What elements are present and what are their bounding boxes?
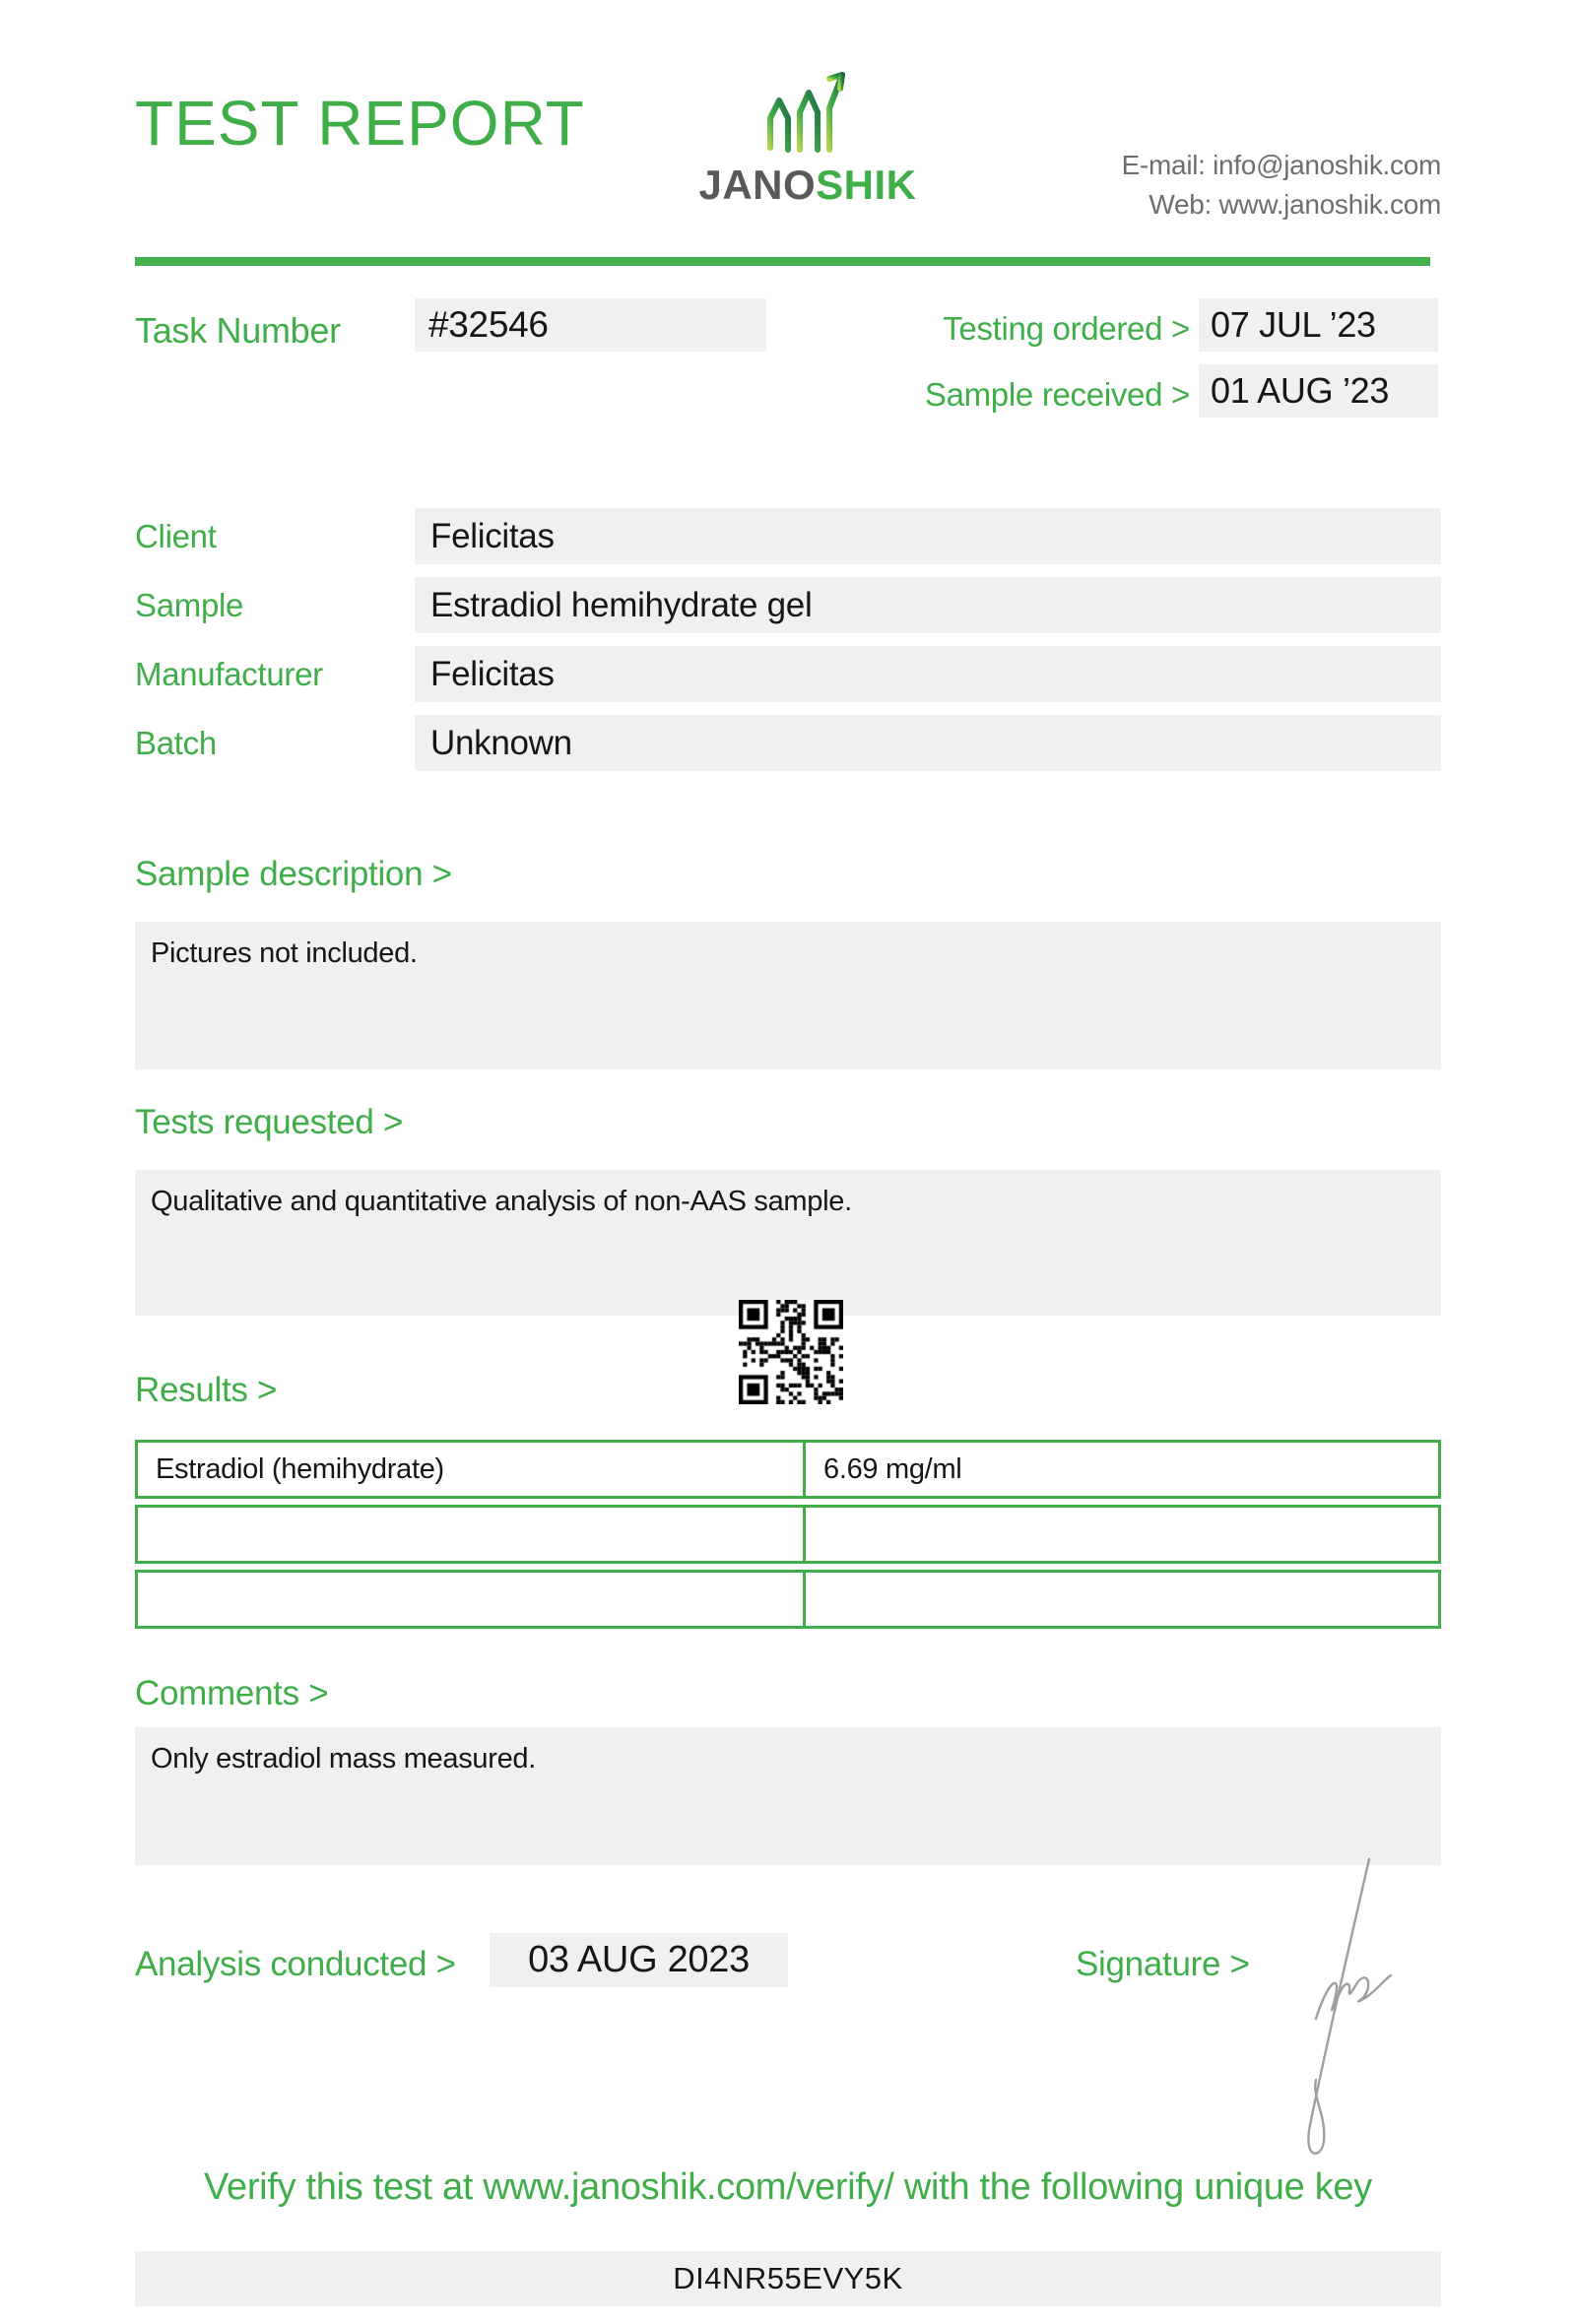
janoshik-logo	[690, 61, 926, 209]
chart-arrow-icon	[749, 61, 867, 160]
results-table	[135, 1440, 1441, 1635]
signature-image	[1271, 1851, 1468, 2176]
sample-description-box	[135, 922, 1441, 1069]
qr-code	[739, 1300, 843, 1404]
logo-wordmark	[690, 161, 926, 209]
info-row-batch	[135, 715, 1441, 771]
sample-value: Estradiol hemihydrate gel	[415, 577, 1441, 633]
result-value: 6.69 mg/ml	[823, 1453, 962, 1485]
verify-instruction: Verify this test at www.janoshik.com/verify/ with the following unique key	[204, 2166, 1372, 2208]
page-title: TEST REPORT	[135, 88, 585, 159]
logo-text-shik: SHIK	[816, 161, 917, 208]
result-value	[806, 1508, 1438, 1561]
table-row	[135, 1570, 1441, 1629]
signature-label: Signature >	[1076, 1945, 1250, 1983]
result-name	[138, 1573, 806, 1626]
contact-info	[1122, 146, 1441, 225]
sample-description-text: Pictures not included.	[151, 937, 418, 969]
comments-heading: Comments >	[135, 1674, 329, 1712]
client-value: Felicitas	[415, 508, 1441, 564]
client-label: Client	[135, 518, 217, 554]
contact-email: E-mail: info@janoshik.com	[1121, 150, 1441, 180]
table-row	[135, 1440, 1441, 1499]
sample-received-date: 01 AUG ’23	[1199, 364, 1438, 418]
info-row-sample	[135, 577, 1441, 633]
analysis-date: 03 AUG 2023	[490, 1933, 788, 1987]
result-value	[806, 1573, 1438, 1626]
tests-requested-box	[135, 1170, 1441, 1316]
batch-value: Unknown	[415, 715, 1441, 771]
header-divider	[135, 257, 1430, 266]
comments-text: Only estradiol mass measured.	[151, 1743, 537, 1775]
manufacturer-label: Manufacturer	[135, 656, 323, 692]
testing-ordered-label: Testing ordered >	[943, 310, 1190, 347]
unique-key: DI4NR55EVY5K	[135, 2251, 1441, 2306]
tests-requested-text: Qualitative and quantitative analysis of non-AAS sample.	[151, 1186, 852, 1217]
task-number-label: Task Number	[135, 310, 341, 351]
sample-description-heading: Sample description >	[135, 855, 452, 893]
contact-web: Web: www.janoshik.com	[1149, 189, 1441, 220]
logo-text-jano: JANO	[698, 161, 817, 208]
testing-ordered-date: 07 JUL ’23	[1199, 298, 1438, 352]
table-row	[135, 1505, 1441, 1564]
manufacturer-value: Felicitas	[415, 646, 1441, 702]
result-name	[138, 1508, 806, 1561]
analysis-conducted-label: Analysis conducted >	[135, 1945, 456, 1983]
tests-requested-heading: Tests requested >	[135, 1103, 404, 1141]
sample-received-label: Sample received >	[924, 376, 1190, 413]
task-number-value: #32546	[415, 298, 766, 352]
result-name: Estradiol (hemihydrate)	[138, 1443, 806, 1496]
batch-label: Batch	[135, 725, 217, 761]
info-row-manufacturer	[135, 646, 1441, 702]
results-heading: Results >	[135, 1371, 278, 1409]
sample-label: Sample	[135, 587, 244, 623]
info-row-client	[135, 508, 1441, 564]
comments-box	[135, 1727, 1441, 1865]
